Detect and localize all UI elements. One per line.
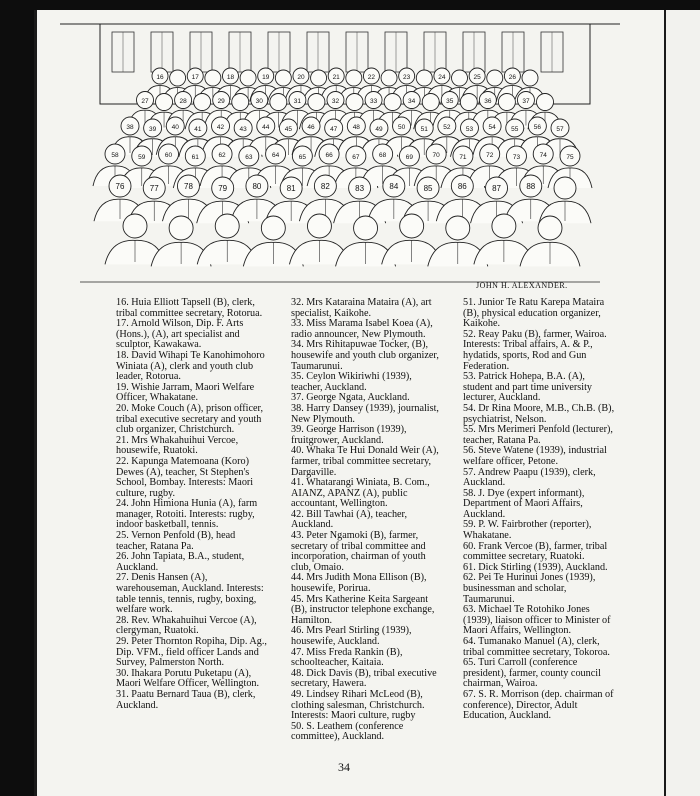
figure-head	[498, 94, 515, 111]
figure-number: 33	[369, 98, 378, 105]
caption-entry: 34. Mrs Rihitapuwae Tocker, (B), housewife and youth club organizer, Taumarunui.	[291, 339, 439, 372]
caption-entry: 49. Lindsey Rihari McLeod (B), clothing salesman, Christchurch. Interests: Maori culture, rugby	[291, 688, 425, 722]
figure-number: 87	[492, 184, 501, 193]
page-number: 34	[338, 760, 350, 774]
caption-column-3	[463, 298, 615, 722]
caption-entry: 61. Dick Stirling (1939), Auckland.	[463, 561, 608, 573]
figure-number: 76	[115, 182, 125, 191]
caption-entry: 52. Reay Paku (B), farmer, Wairoa. Interests: Tribal affairs, A. & P., hydatids, sports, Rod and Gun Federation.	[463, 328, 607, 372]
figure-head	[416, 70, 432, 86]
figure-head	[384, 94, 401, 111]
figure-head	[381, 70, 397, 86]
caption-entry: 44. Mrs Judith Mona Ellison (B), housewife, Porirua.	[291, 572, 427, 595]
caption-entry: 63. Michael Te Rotohiko Jones (1939), liaison officer to Minister of Maori Affairs, Wellington.	[463, 604, 611, 637]
caption-entry: 35. Ceylon Wikiriwhi (1939), teacher, Auckland.	[291, 371, 412, 393]
figure-head	[205, 70, 221, 86]
figure-number: 61	[191, 154, 199, 161]
figure-number: 16	[156, 74, 164, 81]
figure-head	[308, 94, 325, 111]
caption-entry: 28. Rev. Whakahuihui Vercoe (A), clergyman, Ruatoki.	[116, 614, 257, 637]
caption-entry: 25. Vernon Penfold (B), head teacher, Ratana Pa.	[116, 530, 236, 552]
figure-number: 21	[332, 74, 340, 81]
figure-head	[232, 94, 249, 111]
figure-number: 37	[522, 98, 530, 105]
figure-number: 64	[271, 152, 280, 159]
caption-entry: 50. S. Leathem (conference committee), Auckland.	[291, 720, 404, 743]
caption-entry: 59. P. W. Fairbrother (reporter), Whakatane.	[463, 519, 592, 542]
figure-number: 40	[171, 124, 179, 131]
caption-entry: 42. Bill Tawhai (A), teacher, Auckland.	[291, 508, 408, 531]
figure-number: 66	[325, 152, 333, 159]
figure-number: 27	[141, 98, 149, 105]
figure-number: 75	[566, 154, 574, 161]
figure-number: 30	[255, 98, 263, 105]
caption-entry: 48. Dick Davis (B), tribal executive secretary, Hawera.	[291, 667, 437, 690]
figure-number: 50	[397, 124, 406, 131]
caption-entry: 46. Mrs Pearl Stirling (1939), housewife, Auckland.	[291, 625, 412, 647]
caption-entry: 22. Kapunga Matemoana (Koro) Dewes (A), teacher, St Stephen's School, Bombay. Interests: Maori culture, rugby.	[116, 455, 254, 499]
figure-head	[275, 70, 291, 86]
figure-number: 35	[446, 98, 454, 105]
figure-head	[261, 216, 285, 240]
figure-number: 36	[484, 98, 492, 105]
caption-entry: 43. Peter Ngamoki (B), farmer, secretary of tribal committee and incorporation, chairman of youth club, Omaio.	[291, 530, 426, 573]
caption-entry: 38. Harry Dansey (1939), journalist, New Plymouth.	[291, 402, 439, 425]
figure-number: 69	[405, 154, 414, 161]
figure-head	[346, 70, 362, 86]
figure-head	[215, 214, 239, 238]
figure-number: 56	[533, 124, 541, 131]
figure-number: 23	[403, 74, 411, 81]
figure-number: 55	[511, 126, 519, 133]
figure-number: 49	[375, 126, 383, 133]
figure-number: 41	[194, 126, 202, 133]
caption-entry: 40. Whaka Te Hui Donald Weir (A), farmer, tribal committee secretary, Dargaville.	[291, 445, 439, 478]
caption-entry: 51. Junior Te Ratu Karepa Mataira (B), physical education organizer, Kaikohe.	[463, 297, 605, 330]
figure-number: 81	[286, 184, 296, 193]
figure-head	[460, 94, 477, 111]
caption-entry: 30. Ihakara Porutu Puketapu (A), Maori Welfare Officer, Wellington.	[116, 667, 260, 690]
figure-number: 52	[443, 124, 451, 131]
figure-number: 42	[216, 124, 225, 131]
figure-number: 74	[539, 152, 547, 159]
figure-head	[554, 177, 576, 199]
figure-head	[422, 94, 439, 111]
caption-entry: 18. David Wihapi Te Kanohimohoro Winiata (A), clerk and youth club leader, Rotorua.	[116, 349, 265, 383]
figure-number: 34	[408, 98, 416, 105]
figure-head	[354, 216, 378, 240]
figure-number: 29	[217, 98, 225, 105]
figure-head	[487, 70, 503, 86]
caption-entry: 45. Mrs Katherine Keita Sargeant (B), instructor telephone exchange, Hamilton.	[291, 593, 435, 626]
caption-entry: 20. Moke Couch (A), prison officer, tribal executive secretary and youth club organizer, Christchurch.	[116, 402, 264, 436]
figure-head	[538, 216, 562, 240]
figure-number: 51	[420, 126, 428, 133]
caption-entry: 21. Mrs Whakahuihui Vercoe, housewife, Ruatoki.	[116, 434, 239, 457]
caption-entry: 41. Whatarangi Winiata, B. Com., AIANZ, APANZ (A), public accountant, Wellington.	[291, 477, 430, 510]
figure-number: 58	[111, 152, 119, 159]
caption-entry: 33. Miss Marama Isabel Koea (A), radio announcer, New Plymouth.	[291, 318, 433, 340]
facing-page-edge	[664, 10, 700, 796]
figure-number: 65	[298, 154, 306, 161]
figure-number: 44	[262, 124, 270, 131]
caption-entry: 53. Patrick Hohepa, B.A. (A), student and part time university lecturer, Auckland.	[463, 371, 593, 404]
figure-number: 57	[556, 126, 564, 133]
figure-head	[522, 70, 538, 86]
caption-entry: 47. Miss Freda Rankin (B), schoolteacher, Kaitaia.	[291, 646, 403, 669]
caption-column-1	[116, 298, 268, 711]
figure-number: 70	[432, 152, 440, 159]
figure-number: 48	[352, 124, 360, 131]
caption-entry: 60. Frank Vercoe (B), farmer, tribal committee secretary, Ruatoki.	[463, 540, 608, 563]
caption-entry: 54. Dr Rina Moore, M.B., Ch.B. (B), psychiatrist, Nelson.	[463, 402, 615, 425]
figure-head	[270, 94, 287, 111]
figure-number: 24	[438, 74, 446, 81]
caption-entry: 37. George Ngata, Auckland.	[291, 392, 410, 404]
figure-number: 79	[218, 184, 228, 193]
figure-number: 47	[330, 126, 338, 133]
figure-number: 67	[352, 154, 360, 161]
figure-number: 39	[149, 126, 157, 133]
figure-number: 77	[149, 184, 159, 193]
figure-number: 20	[297, 74, 305, 81]
figure-number: 31	[293, 98, 301, 105]
caption-entry: 56. Steve Watene (1939), industrial welfare officer, Petone.	[463, 445, 607, 467]
figure-head	[346, 94, 363, 111]
figure-number: 17	[191, 74, 199, 81]
figure-number: 80	[252, 182, 262, 191]
figure-number: 62	[218, 152, 226, 159]
caption-entry: 64. Tumanako Manuel (A), clerk, tribal committee secretary, Tokoroa.	[463, 636, 610, 658]
caption-entry: 65. Turi Carroll (conference president), farmer, county council chairman, Wairoa.	[463, 657, 601, 690]
artist-signature: JOHN H. ALEXANDER.	[476, 281, 568, 290]
caption-entry: 39. George Harrison (1939), fruitgrower, Auckland.	[291, 424, 407, 446]
caption-entry: 27. Denis Hansen (A), warehouseman, Auckland. Interests: table tennis, tennis, rugby, boxing, welfare work.	[116, 572, 264, 616]
figure-number: 68	[379, 152, 387, 159]
caption-entry: 67. S. R. Morrison (dep. chairman of conference), Director, Adult Education, Auckland.	[463, 688, 614, 722]
figure-number: 25	[473, 74, 481, 81]
caption-entry: 32. Mrs Kataraina Mataira (A), art specialist, Kaikohe.	[291, 297, 432, 319]
figure-number: 43	[239, 126, 247, 133]
caption-entry: 24. John Himiona Hunia (A), farm manager, Rotoiti. Interests: rugby, indoor basketball, tennis.	[116, 498, 258, 531]
figure-number: 71	[459, 154, 467, 161]
figure-number: 73	[512, 154, 521, 161]
figure-number: 18	[226, 74, 235, 81]
figure-head	[240, 70, 256, 86]
figure-number: 22	[367, 74, 376, 81]
figure-head	[452, 70, 468, 86]
figure-number: 28	[179, 98, 187, 105]
caption-entry: 26. John Tapiata, B.A., student, Auckland.	[116, 551, 245, 573]
figure-number: 38	[126, 124, 134, 131]
figure-number: 59	[138, 154, 146, 161]
figure-head	[123, 214, 147, 238]
figure-head	[156, 94, 173, 111]
figure-head	[311, 70, 327, 86]
caption-entry: 62. Pei Te Hurinui Jones (1939), businessman and scholar, Taumarunui.	[463, 572, 596, 605]
figure-head	[169, 216, 193, 240]
figure-number: 63	[245, 154, 253, 161]
figure-head	[400, 214, 424, 238]
figure-head	[537, 94, 554, 111]
figure-number: 83	[355, 184, 365, 193]
caption-entry: 17. Arnold Wilson, Dip. F. Arts (Hons.), (A), art specialist and sculptor, Kawakawa.	[116, 318, 244, 351]
figure-number: 19	[262, 74, 270, 81]
caption-entry: 57. Andrew Paapu (1939), clerk, Auckland.	[463, 466, 596, 489]
figure-number: 84	[389, 182, 399, 191]
figure-number: 72	[486, 152, 494, 159]
figure-head	[492, 214, 516, 238]
figure-number: 78	[184, 182, 193, 191]
caption-entry: 58. J. Dye (expert informant), Department of Maori Affairs, Auckland.	[463, 487, 585, 520]
figure-number: 45	[284, 126, 293, 133]
caption-entry: 29. Peter Thornton Ropiha, Dip. Ag., Dip. VFM., field officer Lands and Survey, Palmerston North.	[116, 636, 267, 669]
figure-number: 85	[423, 184, 433, 193]
group-portrait-illustration	[60, 18, 620, 296]
figure-number: 26	[508, 74, 516, 81]
figure-number: 88	[526, 182, 536, 191]
caption-entry: 16. Huia Elliott Tapsell (B), clerk, tribal committee secretary, Rotorua.	[116, 297, 263, 319]
caption-column-2	[291, 298, 443, 743]
caption-entry: 31. Paatu Bernard Taua (B), clerk, Auckland.	[116, 688, 256, 711]
figure-head	[446, 216, 470, 240]
caption-entry: 55. Mrs Merimeri Penfold (lecturer), teacher, Ratana Pa.	[463, 424, 613, 446]
figure-number: 82	[320, 182, 330, 191]
figure-head	[170, 70, 186, 86]
figure-number: 86	[457, 182, 467, 191]
figure-number: 32	[331, 98, 340, 105]
figure-head	[307, 214, 331, 238]
figure-number: 54	[488, 124, 496, 131]
figure-head	[194, 94, 211, 111]
caption-entry: 19. Wishie Jarram, Maori Welfare Officer, Whakatane.	[116, 381, 255, 404]
figure-number: 53	[465, 126, 474, 133]
figure-number: 46	[307, 124, 315, 131]
figure-number: 60	[164, 152, 173, 159]
